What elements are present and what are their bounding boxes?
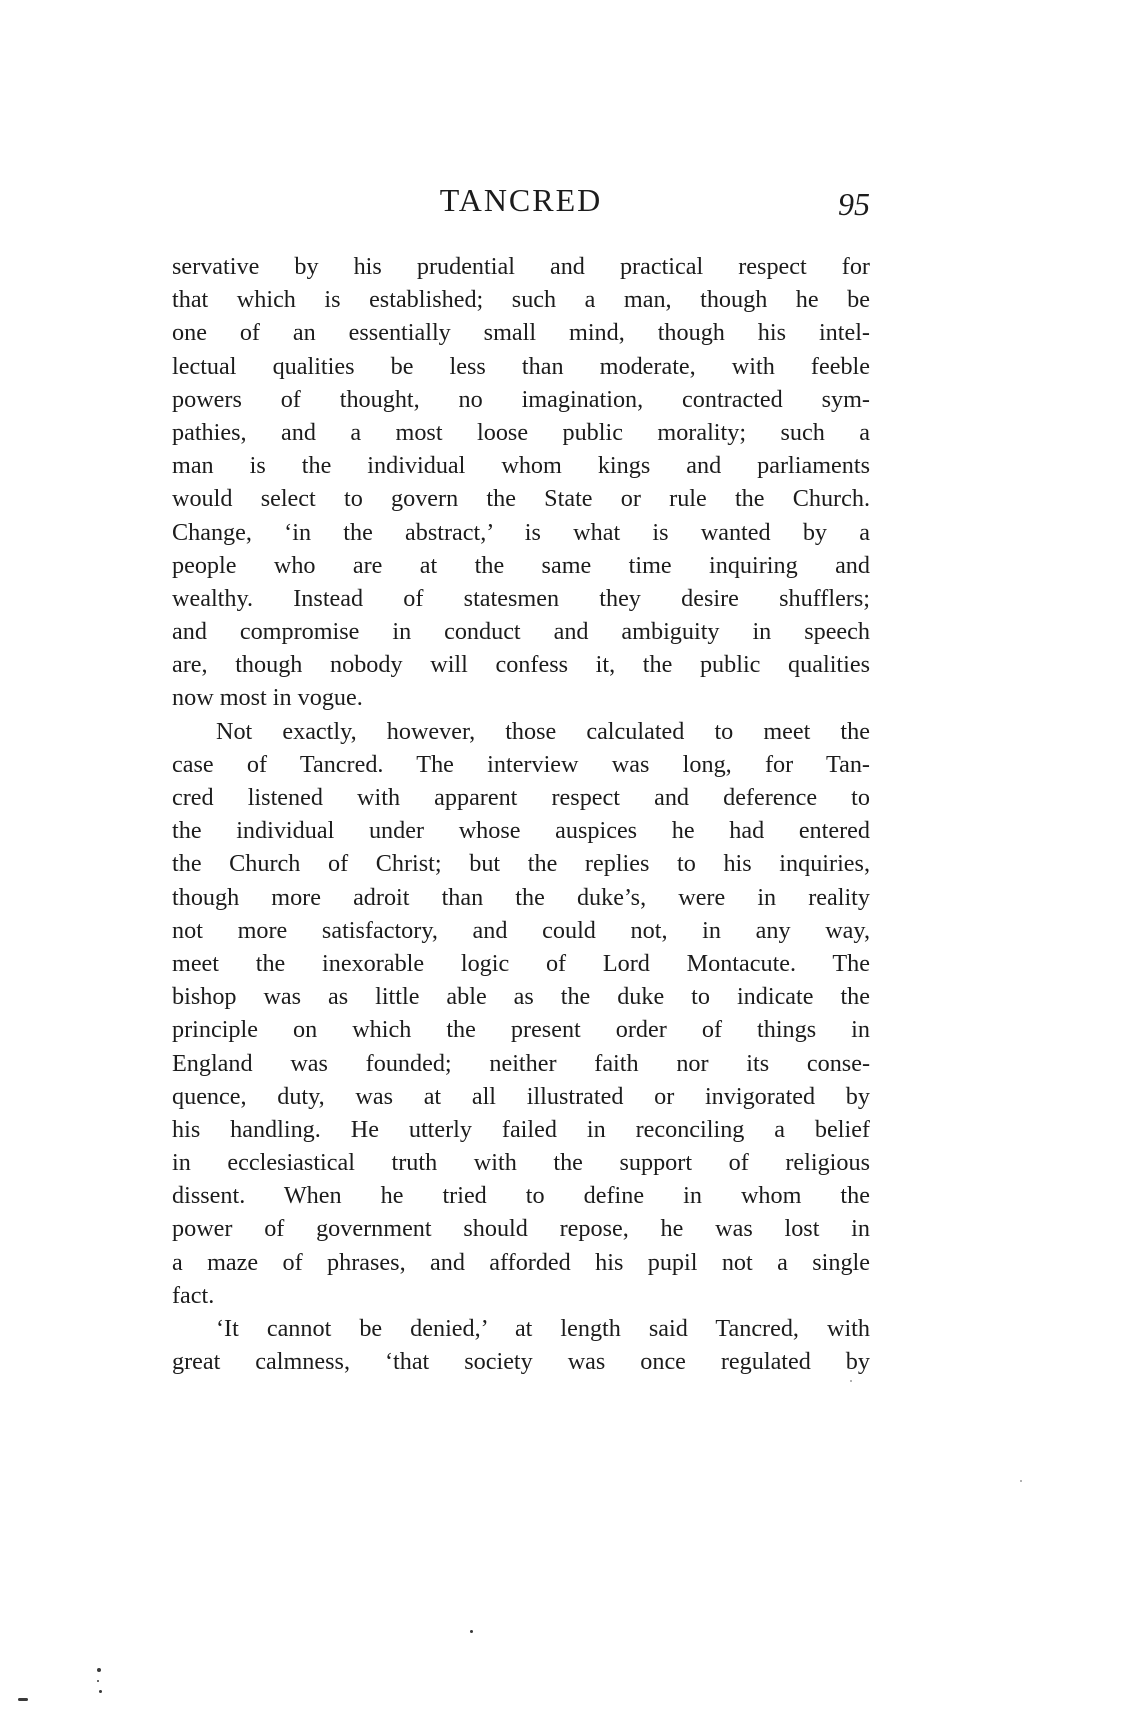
text-line: one of an essentially small mind, though his intel-	[172, 319, 870, 347]
text-line: case of Tancred. The interview was long, for Tan-	[172, 750, 870, 778]
text-line: dissent. When he tried to define in whom the	[172, 1182, 870, 1210]
text-line: meet the inexorable logic of Lord Montacute. The	[172, 949, 870, 977]
running-head	[172, 182, 870, 222]
text-line: not more satisfactory, and could not, in any way,	[172, 916, 870, 944]
text-line: the Church of Christ; but the replies to his inquiries,	[172, 850, 870, 878]
text-line: man is the individual whom kings and parliaments	[172, 452, 870, 480]
text-line: that which is established; such a man, though he be	[172, 286, 870, 314]
body-text	[172, 250, 870, 1378]
scan-speck	[99, 1690, 102, 1693]
scan-speck	[1020, 1480, 1022, 1482]
text-line: would select to govern the State or rule the Church.	[172, 485, 870, 513]
running-title: TANCRED	[439, 182, 603, 218]
text-line: fact.	[172, 1281, 215, 1309]
text-line: his handling. He utterly failed in reconciling a belief	[172, 1115, 870, 1143]
text-line: principle on which the present order of things in	[172, 1016, 870, 1044]
text-line: people who are at the same time inquiring and	[172, 551, 870, 579]
text-line: though more adroit than the duke’s, were in reality	[172, 883, 870, 911]
text-line: the individual under whose auspices he had entered	[172, 817, 870, 845]
text-line: great calmness, ‘that society was once regulated by	[172, 1348, 870, 1376]
text-line: a maze of phrases, and afforded his pupil not a single	[172, 1248, 870, 1276]
scan-speck	[18, 1698, 28, 1701]
scan-speck	[850, 1380, 852, 1382]
text-line: Change, ‘in the abstract,’ is what is wanted by a	[172, 518, 870, 546]
text-line: pathies, and a most loose public morality; such a	[172, 418, 870, 446]
text-line: bishop was as little able as the duke to indicate the	[172, 983, 870, 1011]
text-line: Not exactly, however, those calculated to meet the	[216, 717, 870, 745]
text-line: are, though nobody will confess it, the public qualities	[172, 651, 870, 679]
text-line: England was founded; neither faith nor its conse-	[172, 1049, 870, 1077]
text-line: cred listened with apparent respect and deference to	[172, 784, 870, 811]
page-number: 95	[838, 186, 870, 222]
scan-speck	[97, 1680, 99, 1682]
text-line: ‘It cannot be denied,’ at length said Tancred, with	[216, 1315, 870, 1342]
text-line: wealthy. Instead of statesmen they desire shufflers;	[172, 584, 870, 612]
text-line: quence, duty, was at all illustrated or invigorated by	[172, 1082, 870, 1110]
text-line: and compromise in conduct and ambiguity in speech	[172, 618, 870, 646]
scan-speck	[470, 1630, 473, 1633]
text-line: servative by his prudential and practical respect for	[172, 253, 870, 280]
scan-speck	[97, 1668, 101, 1672]
text-line: in ecclesiastical truth with the support of religious	[172, 1149, 870, 1177]
text-line: power of government should repose, he was lost in	[172, 1215, 870, 1243]
text-line: now most in vogue.	[172, 684, 363, 712]
text-line: lectual qualities be less than moderate, with feeble	[172, 352, 870, 380]
text-line: powers of thought, no imagination, contracted sym-	[172, 385, 870, 413]
